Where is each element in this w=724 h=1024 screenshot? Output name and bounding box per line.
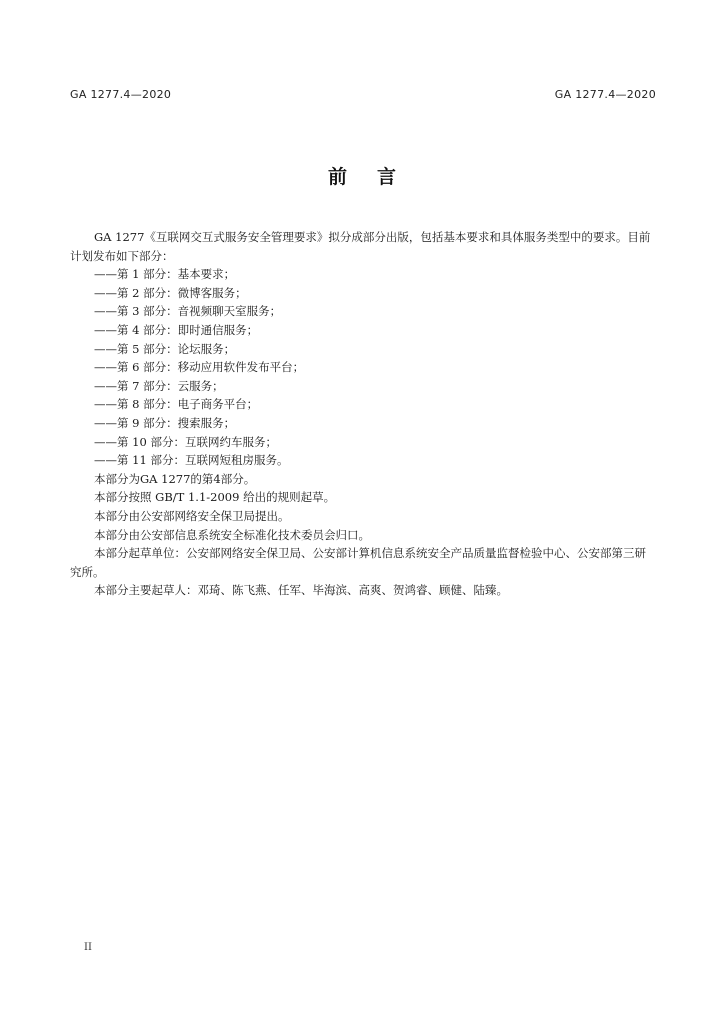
list-item: ——第 3 部分：音视频聊天室服务； [94,304,282,319]
foreword-body [70,228,656,600]
list-item: ——第 9 部分：搜索服务； [94,415,236,430]
list-item: ——第 6 部分：移动应用软件发布平台； [94,360,305,375]
list-item: ——第 2 部分：微博客服务； [94,285,247,300]
paragraph-proposer: 本部分由公安部网络安全保卫局提出。 [94,508,290,523]
parts-list [70,265,656,470]
list-item: ——第 8 部分：电子商务平台； [94,397,259,412]
page-number: II [84,942,92,953]
page-title: 前言 [327,166,426,188]
document-code-left: GA 1277.4—2020 [70,88,172,101]
paragraph-drafters: 本部分主要起草人：邓琦、陈飞燕、任军、毕海滨、高爽、贺鸿睿、顾健、陆臻。 [94,583,508,598]
list-item: ——第 5 部分：论坛服务； [94,341,236,356]
paragraph-drafting-units: 本部分起草单位：公安部网络安全保卫局、公安部计算机信息系统安全产品质量监督检验中心、公安部第三研究所。 [70,546,646,579]
list-item: ——第 4 部分：即时通信服务； [94,322,259,337]
list-item: ——第 10 部分：互联网约车服务； [94,434,277,449]
intro-paragraph: GA 1277《互联网交互式服务安全管理要求》拟分成部分出版，包括基本要求和具体服务类型中的要求。目前计划发布如下部分： [70,230,651,263]
list-item: ——第 11 部分：互联网短租房服务。 [94,453,289,468]
paragraph-drafting-rules: 本部分按照 GB/T 1.1-2009 给出的规则起草。 [94,490,336,505]
paragraph-part-number: 本部分为GA 1277的第4部分。 [94,471,256,486]
list-item: ——第 7 部分：云服务； [94,378,224,393]
document-code-right: GA 1277.4—2020 [554,88,656,101]
list-item: ——第 1 部分：基本要求； [94,267,236,282]
paragraph-committee: 本部分由公安部信息系统安全标准化技术委员会归口。 [94,527,370,542]
